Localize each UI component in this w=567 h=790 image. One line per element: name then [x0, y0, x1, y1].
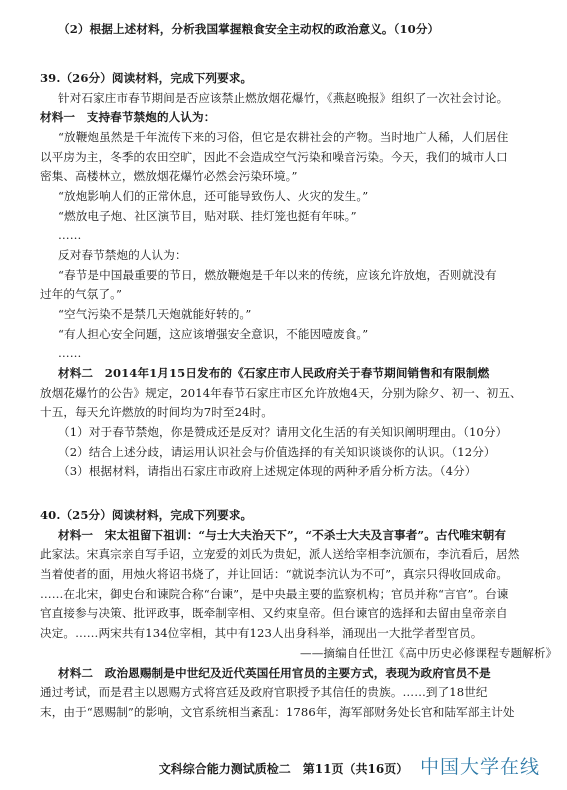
q40-material1-line4: ……在北宋，御史台和谏院合称“台谏”，是中央最主要的监察机构；官员并称“言官”。台谏: [40, 587, 509, 601]
q39-material2-line2: 放烟花爆竹的公告》规定，2014年春节石家庄市区允许放炮4天，分别为除夕、初一、初五、: [40, 386, 522, 400]
q40-material1-line6: 决定。……两宋共有134位宰相，其中有123人出身科举，涌现出一大批学者型官员。: [40, 626, 483, 640]
q40-heading: 40.（25分）阅读材料，完成下列要求。: [40, 508, 253, 522]
q39-part1: （1）对于春节禁炮，你是赞成还是反对？请用文化生活的有关知识阐明理由。（10分）: [58, 425, 508, 439]
q39-part3: （3）根据材料，请指出石家庄市政府上述规定体现的两种矛盾分析方法。（4分）: [58, 464, 477, 478]
q38-part2: （2）根据上述材料，分析我国掌握粮食安全主动权的政治意义。（10分）: [58, 22, 440, 36]
q39-part2: （2）结合上述分歧，请运用认识社会与价值选择的有关知识谈谈你的认识。（12分）: [58, 445, 496, 459]
q39-ellipsis2: ……: [58, 346, 82, 360]
q39-material1-line1: “放鞭炮虽然是千年流传下来的习俗，但它是农耕社会的产物。当时地广人稀，人们居住: [58, 130, 509, 144]
q39-oppose-line1: “春节是中国最重要的节日，燃放鞭炮是千年以来的传统，应该允许放炮，否则就没有: [58, 268, 497, 282]
q40-material1-line3: 当着使者的面，用烛火将诏书烧了，并让回话：“就说李沆认为不可”，真宗只得收回成命。: [40, 567, 509, 581]
q39-ellipsis1: ……: [58, 228, 82, 242]
q39-material1-line5: “燃放电子炮、社区演节目，贴对联、挂灯笼也挺有年味。”: [58, 209, 357, 223]
page-footer: 文科综合能力测试质检二 第11页（共16页）: [158, 762, 409, 776]
q39-heading: 39.（26分）阅读材料，完成下列要求。: [40, 71, 253, 85]
q39-material1-line2: 以平房为主，冬季的农田空旷，因此不会造成空气污染和噪音污染。今天，我们的城市人口: [40, 150, 508, 164]
watermark-logo: 中国大学在线: [420, 756, 541, 778]
q40-material2-line3: 末，由于“恩赐制”的影响，文官系统相当紊乱：1786年，海军部财务处长官和陆军部主计处: [40, 705, 515, 719]
q39-material1-line3: 密集、高楼林立，燃放烟花爆竹必然会污染环境。”: [40, 169, 298, 183]
q39-intro: 针对石家庄市春节期间是否应该禁止燃放烟花爆竹，《燕赵晚报》组织了一次社会讨论。: [58, 91, 509, 105]
q39-oppose-label: 反对春节禁炮的人认为：: [58, 248, 187, 262]
q39-oppose-line4: “有人担心安全问题，这应该增强安全意识，不能因噎废食。”: [58, 327, 369, 341]
q40-source-citation: ——摘编自任世江《高中历史必修课程专题解析》: [300, 646, 558, 660]
q40-material1-line1: 材料一 宋太祖留下祖训：“与士大夫治天下”，“不杀士大夫及言事者”。古代唯宋朝有: [58, 528, 507, 542]
q40-material2-line2: 通过考试，而是君主以恩赐方式将宫廷及政府官职授予其信任的贵族。……到了18世纪: [40, 685, 488, 699]
q39-oppose-line2: 过年的气氛了。”: [40, 287, 123, 301]
q40-material2-line1: 材料二 政治恩赐制是中世纪及近代英国任用官员的主要方式，表现为政府官员不是: [58, 666, 491, 680]
q39-material2-line3: 十五，每天允许燃放的时间均为7时至24时。: [40, 405, 273, 419]
q40-material1-line2: 此家法。宋真宗亲自写手诏，立宠爱的刘氏为贵妃，派人送给宰相李沆颁布，李沆看后，居然: [40, 547, 520, 561]
q39-oppose-line3: “空气污染不是禁几天炮就能好转的。”: [58, 307, 252, 321]
q40-material1-line5: 官直接参与决策、批评政事，既牵制宰相、又约束皇帝。但台谏官的选择和去留由皇帝亲自: [40, 606, 508, 620]
q39-material1-label: 材料一 支持春节禁炮的人认为：: [40, 110, 216, 124]
q39-material1-line4: “放炮影响人们的正常休息，还可能导致伤人、火灾的发生。”: [58, 189, 369, 203]
q39-material2-line1: 材料二 2014年1月15日发布的《石家庄市人民政府关于春节期间销售和有限制燃: [58, 366, 490, 380]
